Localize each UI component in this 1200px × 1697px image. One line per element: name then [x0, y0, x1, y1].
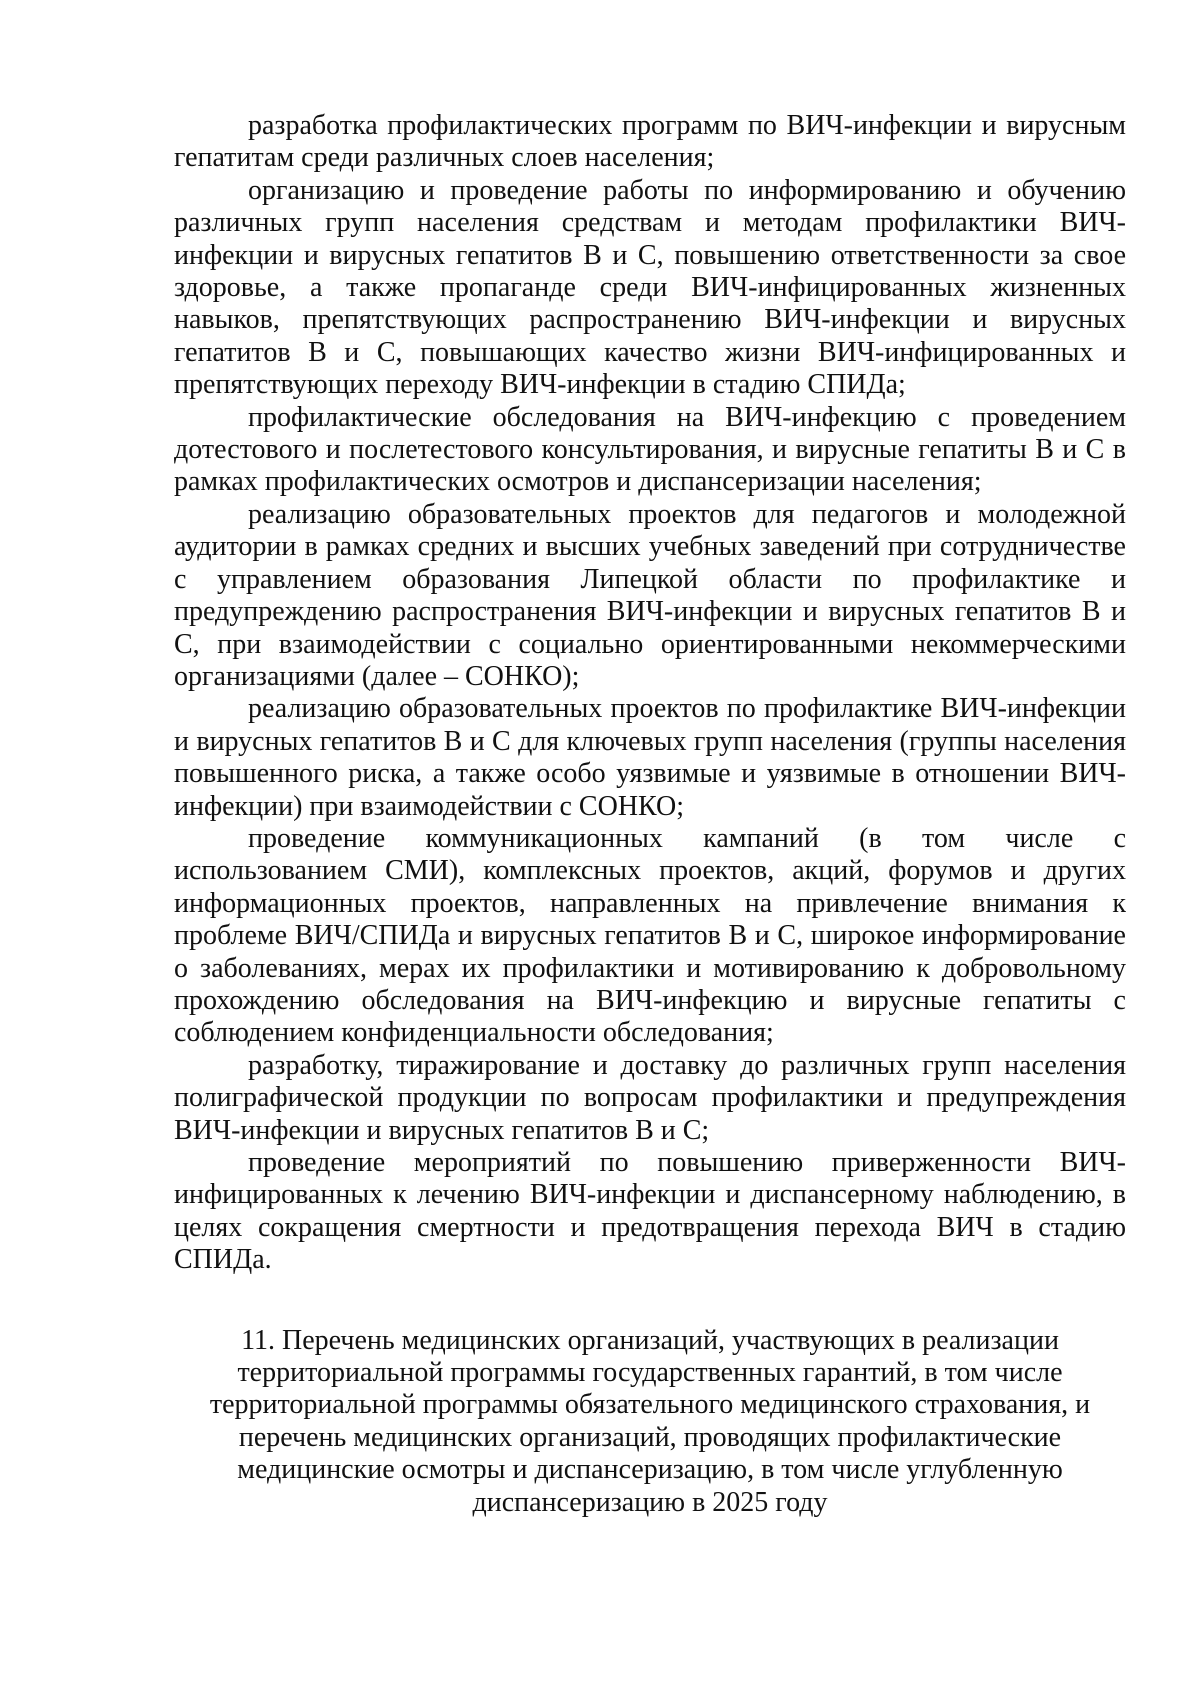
- section-heading: 11. Перечень медицинских организаций, участвующих в реализации территориальной программы государственных гарантий, в том числе территориальной программы обязательного медицинского страхования, и перечень медицинских организаций, проводящих профилактические медицинские осмотры и диспансеризацию, в том числе углубленную диспансеризацию в 2025 году: [209, 1324, 1091, 1518]
- paragraph-educational-projects-youth: реализацию образовательных проектов для педагогов и молодежной аудитории в рамках средних и высших учебных заведений при сотрудничестве с управлением образования Липецкой области по профилактике и предупреждению распространения ВИЧ-инфекции и вирусных гепатитов В и С, при взаимодействии с социально ориентированными некоммерческими организациями (далее – СОНКО);: [174, 498, 1126, 692]
- paragraph-treatment-adherence: проведение мероприятий по повышению приверженности ВИЧ-инфицированных к лечению ВИЧ-инфекции и диспансерному наблюдению, в целях сокращения смертности и предотвращения перехода ВИЧ в стадию СПИДа.: [174, 1147, 1126, 1276]
- paragraph-prevention-programs: разработка профилактических программ по ВИЧ-инфекции и вирусным гепатитам среди различных слоев населения;: [174, 110, 1126, 174]
- paragraph-printed-materials: разработку, тиражирование и доставку до различных групп населения полиграфической продукции по вопросам профилактики и предупреждения ВИЧ-инфекции и вирусных гепатитов В и С;: [174, 1049, 1126, 1146]
- paragraph-educational-projects-key-groups: реализацию образовательных проектов по профилактике ВИЧ-инфекции и вирусных гепатитов В и С для ключевых групп населения (группы населения повышенного риска, а также особо уязвимые и уязвимые в отношении ВИЧ-инфекции) при взаимодействии с СОНКО;: [174, 693, 1126, 822]
- paragraph-information-work: организацию и проведение работы по информированию и обучению различных групп населения средствам и методам профилактики ВИЧ-инфекции и вирусных гепатитов В и С, повышению ответственности за свое здоровье, а также пропаганде среди ВИЧ-инфицированных жизненных навыков, препятствующих распространению ВИЧ-инфекции и вирусных гепатитов В и С, повышающих качество жизни ВИЧ-инфицированных и препятствующих переходу ВИЧ-инфекции в стадию СПИДа;: [174, 174, 1126, 401]
- document-body: [174, 110, 1126, 1519]
- paragraph-communication-campaigns: проведение коммуникационных кампаний (в том числе с использованием СМИ), комплексных проектов, акций, форумов и других информационных проектов, направленных на привлечение внимания к проблеме ВИЧ/СПИДа и вирусных гепатитов В и С, широкое информирование о заболеваниях, мерах их профилактики и мотивированию к добровольному прохождению обследования на ВИЧ-инфекцию и вирусные гепатиты с соблюдением конфиденциальности обследования;: [174, 822, 1126, 1049]
- paragraph-preventive-examinations: профилактические обследования на ВИЧ-инфекцию с проведением дотестового и послетестового консультирования, и вирусные гепатиты В и С в рамках профилактических осмотров и диспансеризации населения;: [174, 401, 1126, 498]
